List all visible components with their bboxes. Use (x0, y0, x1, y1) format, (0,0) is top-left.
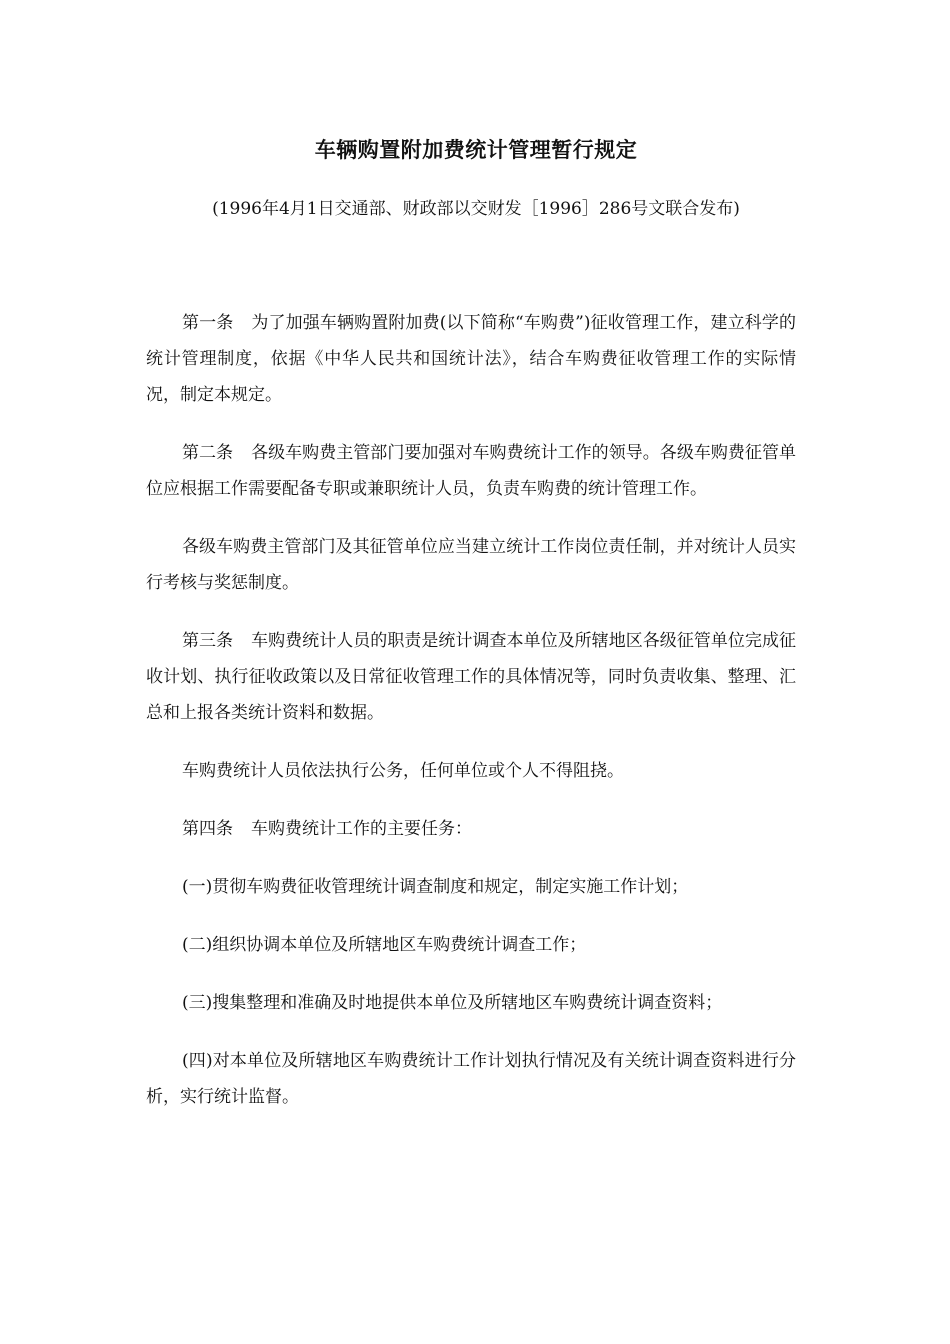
article-label: 第二条 (182, 443, 234, 463)
document-body (146, 305, 796, 1137)
paragraph-text: (三)搜集整理和准确及时地提供本单位及所辖地区车购费统计调查资料； (182, 993, 723, 1013)
paragraph-article-4 (146, 811, 796, 847)
list-item-1 (146, 869, 796, 905)
paragraph-text: 车购费统计工作的主要任务： (251, 819, 472, 839)
paragraph-article-3 (146, 623, 796, 731)
article-label: 第三条 (182, 631, 234, 651)
document-title: 车辆购置附加费统计管理暂行规定 (314, 138, 638, 162)
list-item-4 (146, 1043, 796, 1115)
document-subtitle: (1996年4月1日交通部、财政部以交财发［1996］286号文联合发布) (212, 199, 740, 219)
list-item-2 (146, 927, 796, 963)
paragraph-text: (一)贯彻车购费征收管理统计调查制度和规定，制定实施工作计划； (182, 877, 689, 897)
article-label: 第四条 (182, 819, 233, 839)
paragraph-article-2 (146, 435, 796, 507)
paragraph-text: (二)组织协调本单位及所辖地区车购费统计调查工作； (182, 935, 587, 955)
paragraph-text: (四)对本单位及所辖地区车购费统计工作计划执行情况及有关统计调查资料进行分析，实行统计监督。 (146, 1051, 796, 1107)
paragraph-text: 为了加强车辆购置附加费(以下简称“车购费”)征收管理工作，建立科学的统计管理制度，依据《中华人民共和国统计法》，结合车购费征收管理工作的实际情况，制定本规定。 (146, 313, 796, 405)
paragraph-article-3-cont (146, 753, 796, 789)
article-label: 第一条 (182, 313, 234, 333)
list-item-3 (146, 985, 796, 1021)
paragraph-text: 各级车购费主管部门及其征管单位应当建立统计工作岗位责任制，并对统计人员实行考核与奖惩制度。 (146, 537, 796, 593)
paragraph-text: 车购费统计人员的职责是统计调查本单位及所辖地区各级征管单位完成征收计划、执行征收政策以及日常征收管理工作的具体情况等，同时负责收集、整理、汇总和上报各类统计资料和数据。 (146, 631, 797, 723)
paragraph-article-2-cont (146, 529, 796, 601)
paragraph-text: 各级车购费主管部门要加强对车购费统计工作的领导。各级车购费征管单位应根据工作需要配备专职或兼职统计人员，负责车购费的统计管理工作。 (146, 443, 797, 499)
paragraph-article-1 (146, 305, 796, 413)
paragraph-text: 车购费统计人员依法执行公务，任何单位或个人不得阻挠。 (182, 761, 624, 781)
